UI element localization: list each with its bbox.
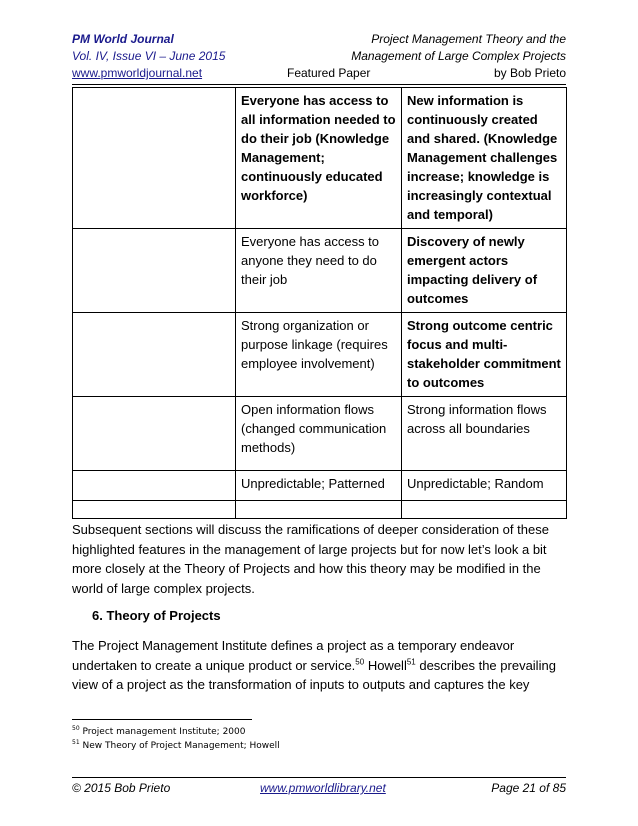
table-cell: Everyone has access to all information needed to do their job (Knowledge Management; continuously educated workforce) <box>236 88 402 229</box>
page-footer <box>72 781 566 797</box>
footnote-ref[interactable]: 51 <box>406 657 416 667</box>
table-cell <box>73 88 236 229</box>
table-cell <box>73 471 236 501</box>
table-cell <box>73 313 236 397</box>
footer-divider <box>72 777 566 778</box>
table-cell <box>73 501 236 519</box>
table-cell: Everyone has access to anyone they need to do their job <box>236 229 402 313</box>
section-heading: 6. Theory of Projects <box>92 608 221 623</box>
footnote-ref[interactable]: 50 <box>355 657 365 667</box>
footnote-separator <box>72 719 252 720</box>
table-cell: Unpredictable; Random <box>402 471 567 501</box>
paragraph-text: describes the prevailing view of a project as the transformation of inputs to outputs and captures the key <box>72 657 556 692</box>
library-website-link[interactable]: www.pmworldlibrary.net <box>260 781 386 795</box>
table-row <box>73 397 567 471</box>
copyright-text: © 2015 Bob Prieto <box>72 781 171 795</box>
comparison-table <box>72 87 567 519</box>
table-cell: Strong information flows across all boundaries <box>402 397 567 471</box>
footnote-text: Project management Institute; 2000 <box>79 727 246 737</box>
header-divider <box>72 84 566 85</box>
footnote-number: 50 <box>72 725 80 732</box>
footnote <box>72 740 280 752</box>
table-row <box>73 501 567 519</box>
paragraph-text: Subsequent sections will discuss the ramifications of deeper consideration of these highlighted features in the management of large projects but for now let’s look a bit more closely at the Theory of Projects and how this theory may be modified in the world of large complex projects. <box>72 522 549 596</box>
section-label: Featured Paper <box>287 66 371 80</box>
footnote-text: New Theory of Project Management; Howell <box>79 741 280 751</box>
table-row <box>73 88 567 229</box>
table-cell: Open information flows (changed communication methods) <box>236 397 402 471</box>
table-cell <box>402 501 567 519</box>
footnote <box>72 726 245 738</box>
journal-website-link[interactable]: www.pmworldjournal.net <box>72 66 203 80</box>
footnote-number: 51 <box>72 739 80 746</box>
author-byline: by Bob Prieto <box>493 66 566 80</box>
table-row <box>73 471 567 501</box>
body-paragraph-1 <box>72 520 566 598</box>
table-cell <box>73 229 236 313</box>
body-paragraph-2 <box>72 636 566 695</box>
paragraph-text: The Project Management Institute defines a project as a temporary endeavor undertaken to create a unique product or service. <box>72 638 515 673</box>
table-row <box>73 229 567 313</box>
table-cell: Strong organization or purpose linkage (requires employee involvement) <box>236 313 402 397</box>
table-cell: New information is continuously created and shared. (Knowledge Management challenges increase; knowledge is increasingly contextual and temporal) <box>402 88 567 229</box>
table-cell: Unpredictable; Patterned <box>236 471 402 501</box>
journal-volume: Vol. IV, Issue VI – June 2015 <box>72 49 226 63</box>
page-number: Page 21 of 85 <box>491 781 566 795</box>
table-cell <box>236 501 402 519</box>
table-cell <box>73 397 236 471</box>
page-header <box>72 31 566 82</box>
table-cell: Strong outcome centric focus and multi-stakeholder commitment to outcomes <box>402 313 567 397</box>
table-cell: Discovery of newly emergent actors impacting delivery of outcomes <box>402 229 567 313</box>
paper-title-line1: Project Management Theory and the <box>371 32 566 46</box>
paragraph-text: Howell <box>364 657 407 673</box>
table-row <box>73 313 567 397</box>
journal-title: PM World Journal <box>72 32 174 46</box>
paper-title-line2: Management of Large Complex Projects <box>351 49 566 63</box>
